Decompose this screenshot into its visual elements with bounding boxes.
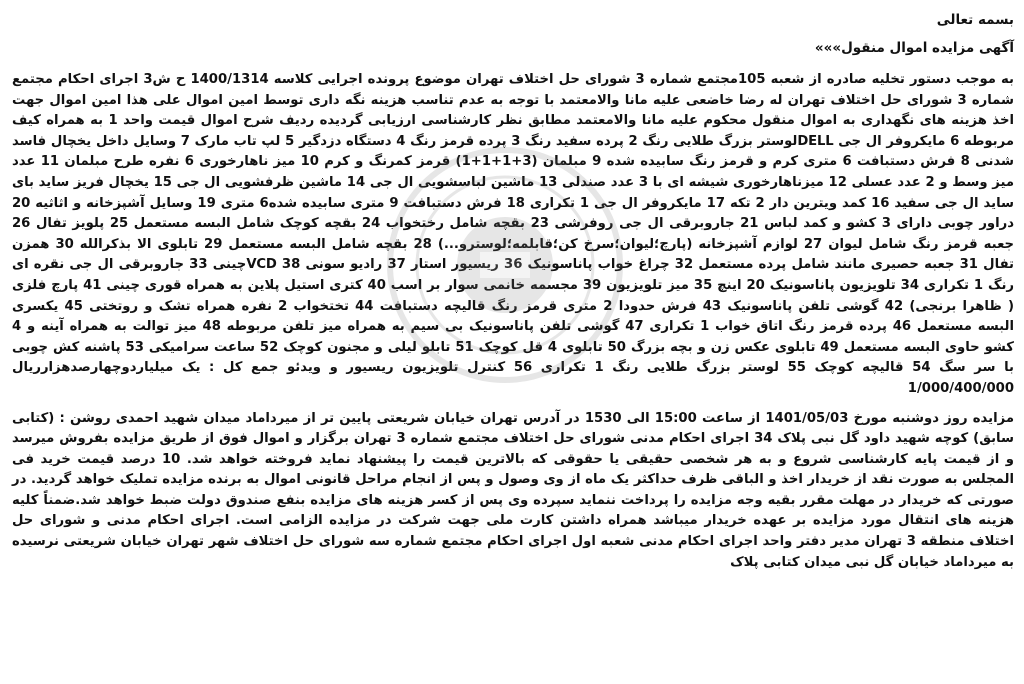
header-title: بسمه تعالی xyxy=(936,12,1014,28)
notice-subtitle: آگهی مزایده اموال منقول»»» xyxy=(814,40,1014,56)
notice-paragraph-items: به موجب دستور تخلیه صادره از شعبه 105مجتمع شماره 3 شورای حل اختلاف تهران موضوع پرونده اجرایی کلاسه 1400/1314 ح ش3 اجرای احکام مجتمع شماره 3 شورای حل اختلاف تهران له رضا خاضعی علیه مانا والامعتمد با توجه به عدم تناسب هزینه نگه داری توسط امین اموال علی هذا امین اموال جهت اخذ هزینه های نگهداری به اموال منقول محکوم علیه مانا والامعتمد مطابق نظر کارشناسی ارزیابی گردیده ردیف شرح اموال قیمت واحد 1 به همراه کیف مربوطه 6 مایکروفر ال جی DELLلوستر بزرگ طلایی رنگ 2 پرده سفید رنگ 3 پرده قرمز رنگ 4 دستگاه دزدگیر 5 لپ تاب مارک 7 وسایل داخل یخچال فاسد شدنی 8 فرش دستبافت 6 متری کرم و قرمز رنگ سابیده شده 9 مبلمان (3+1+1+1) قرمز کمرنگ و کرم 10 میز ناهارخوری 6 نفره طرح مبلمان 11 عدد میز وسط و 2 عدد عسلی 12 میزناهارخوری شیشه ای با 3 عدد صندلی 13 ماشین لباسشویی ال جی 14 ماشین ظرفشویی ال جی 15 یخچال فریز ساید بای ساید ال جی سفید 16 کمد ویترین دار 2 تکه 17 مایکروفر ال جی 1 تکراری 18 فرش دستبافت 9 متری سابیده شده6 متری 19 وسایل آشپزخانه و اثاثیه 20 دراور چوبی دارای 3 کشو و کمد لباس 21 جاروبرقی ال جی روفرشی 23 بقچه شامل رختخواب 24 بقچه کوچک شامل البسه مستعمل 25 پلویز تفال 26 جعبه قرمز رنگ شامل لیوان 27 لوازم آشپزخانه (پارچ؛لیوان؛سرخ کن؛قابلمه؛لوسترو...) 28 بقچه شامل البسه مستعمل 29 تابلوی الا بذکرالله 30 همزن تفال 31 جعبه حصیری مانند شامل پرده مستعمل 32 چراغ خواب پاناسونیک 36 ریسیور استار 37 رادیو سونی 38 VCDچینی 33 جاروبرقی ال جی نقره ای رنگ 1 تکراری 34 تلویزیون پاناسونیک 20 اینچ 35 میز تلویزیون 39 مجسمه خانمی سوار بر اسب 40 کتری استیل پلاین به همراه قوری چینی 41 پارچ فلزی ( ظاهرا برنجی) 42 گوشی تلفن پاناسونیک 43 فرش حدودا 2 متری قرمز رنگ قالیچه دستبافت 44 تختخواب 2 نفره همراه تشک و روتختی 45 یکسری البسه مستعمل 46 پرده قرمز رنگ اتاق خواب 1 تکراری 47 گوشی تلفن پاناسونیک بی سیم به همراه میز تلفن مربوطه 48 میز توالت به همراه آینه و 4 کشو حاوی البسه مستعمل 49 تابلوی عکس زن و بچه بزرگ 50 تابلوی 4 قل کوچک 51 تابلو لیلی و مجنون کوچک 52 ساعت سرامیکی 53 پاشنه کش چوبی با سر سگ 54 قالیچه کوچک 55 لوستر بزرگ طلایی رنگ 1 تکراری 56 کنترل تلویزیون ریسیور و ویدئو جمع کل : یک میلیاردوچهارصدهزارریال 1/000/400/000 xyxy=(12,72,1015,396)
notice-paragraph-auction-terms: مزایده روز دوشنبه مورخ 1401/05/03 از ساعت 15:00 الی 1530 در آدرس تهران خیابان شریعتی پایین تر از میرداماد میدان شهید احمدی روشن : (کتابی سابق) کوچه شهید داود گل نبی پلاک 34 اجرای احکام مدنی شورای حل اختلاف مجتمع شماره 3 تهران برگزار و اموال فوق از طریق مزایده بفروش میرسد و از قیمت پایه کارشناسی شروع و به هر شخصی حقیقی یا حقوقی که بالاترین قیمت را پیشنهاد نماید فروخته خواهد شد. 10 درصد قیمت خرید فی المجلس به صورت نقد از خریدار اخذ و الباقی ظرف حداکثر یک ماه از وی وصول و پس از انجام مراحل قانونی اموال به برنده مزایده تملیک خواهد گردید. در صورتی که خریدار در مهلت مقرر بقیه وجه مزایده را پرداخت ننماید سپرده وی پس از کسر هزینه های مزایده بنفع صندوق دولت ضبط خواهد شد.ضمناً کلیه هزینه های انتقال مورد مزایده بر عهده خریدار میباشد همراه داشتن کارت ملی جهت شرکت در مزایده الزامی است. اجرای احکام مدنی و شورای حل اختلاف منطقه 3 تهران مدیر دفتر واحد اجرای احکام مدنی شعبه اول اجرای احکام مجتمع شماره سه شورای حل اختلاف شهر تهران خیابان شریعتی نرسیده به میرداماد خیابان گل نبی میدان کتابی پلاک xyxy=(12,410,1015,570)
